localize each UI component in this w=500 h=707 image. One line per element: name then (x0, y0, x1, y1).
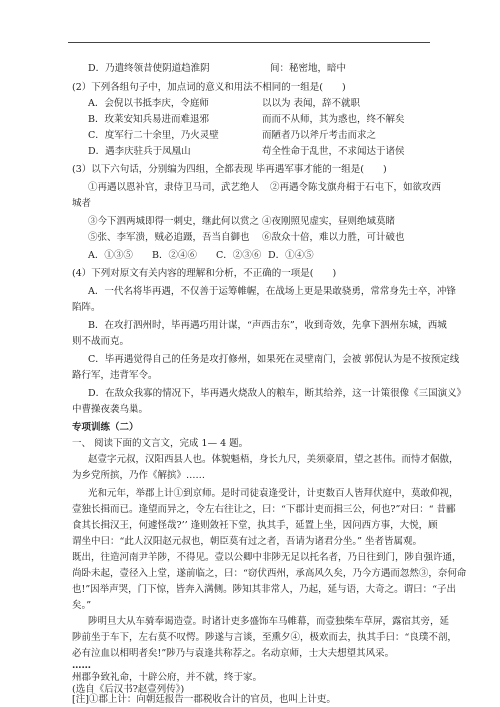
part1-para3-line4: 矣。” (72, 600, 92, 611)
part1-para4-line3: 必有泣血以相明者矣!”陟乃与袁逢共称荐之。名动京师，士大夫想望其风采。 (72, 648, 395, 659)
part1-source: (选自《后汉书?赵壹列传》) (72, 684, 185, 695)
q4-option-c-line2: 路行军，违背军令。 (72, 370, 158, 381)
part1-para1-line2: 为乡党所摈，乃作《解摈》…… (72, 470, 206, 481)
q4-option-b-line2: 则不战而克。 (72, 336, 130, 347)
part1-para3-line1: 既出，往造河南尹羊陟，不得见。壹以公卿中非陟无足以托名者，乃日往到门，陟自强许通， (72, 552, 462, 563)
q3-item-5: ⑤张、李军溃，贼必追蹑，吾当自御也 (88, 232, 250, 243)
q3-item-4: ④夜刚照见虚实，昼则绝域莫睹 (262, 216, 396, 227)
q4-stem: (4）下列对原文有关内容的理解和分析，不正确的一项是( ) (72, 268, 337, 279)
part1-stem: 一、 阅读下面的文言文，完成 1— 4 题。 (72, 438, 249, 449)
part1-para2-line2: 壹独长揖而已。逢望而异之，令左右往让之，曰：“下郡计吏而揖三公，何也?”对曰：“ 昔郦 (72, 504, 456, 515)
q3-item-2-cont: 城者 (72, 198, 92, 209)
q2-option-c-right: 而陋者乃以斧斤考击而求之 (262, 130, 377, 141)
q2-option-b: B．玫莱安知兵易进而难退邪 (88, 114, 209, 125)
q2-option-c: C．度军行二十余里，乃火灵壁 (88, 130, 219, 141)
q2-option-d: D．遇李庆驻兵于凤凰山 (88, 146, 191, 157)
q3-stem: (3）以下六句话，分别编为四组，全都表现 毕再遇军事才能的一组是( ) (72, 164, 387, 175)
q1-option-d: D．乃遣终领昔使阴道趋淮阴 (88, 63, 210, 74)
q3-choice-a: A．①③⑤ (88, 250, 133, 261)
part1-para1-line1: 赵壹字元叔，汉阳西县人也。体貌魁梧，身长九尺，美须豪眉，望之甚伟。而恃才倨傲， (88, 454, 459, 465)
q3-item-1: ①再遇以恩补官，隶侍卫马司，武艺绝人 (88, 182, 260, 193)
q1-option-d-gloss: 间：秘密地，暗中 (270, 63, 347, 74)
q2-stem: (2）下列各组句子中，加点词的意义和用法不相同的一组是( ) (72, 82, 346, 93)
part1-ellipsis: …… (72, 660, 91, 671)
part1-para4-line2: 陟前坐于车下，左右莫不叹愕。陟遂与言谈，至熏夕④，极欢而去，执其手曰：“良璞不剖， (72, 632, 457, 643)
q4-option-d-line1: D．在敌众我寡的情况下，毕再遇火烧敌人的粮车，断其给养，这一计策很像《三国演义》 (88, 388, 467, 399)
q2-option-a-right: 以以为 表闻，辞不就职 (262, 98, 361, 109)
q3-item-6: ⑥敌众十倍，难以力胜，可计破也 (262, 232, 405, 243)
q3-choice-b: B．②④⑥ (152, 250, 197, 261)
q2-option-b-right: 而而不从师，其为惑也，终不解矣 (262, 114, 405, 125)
part1-para3-line3: 也!”因举声哭，门下惊，皆奔入满侧。陟知其非常人，乃起，延与语，大奇之。谓曰：“子出 (72, 584, 457, 595)
q2-option-a: A．会倪以书抵李庆，令庭师 (88, 98, 209, 109)
part1-para2-line3: 食其长揖汉王，何遽怪哉?’’ 逢则敛衽下堂，执其手，延置上坐，因问西方事，大悦，顾 (72, 520, 438, 531)
part1-para2-line4: 谓坐中曰：“此人汉阳赵元叔也，朝臣莫有过之者，吾请为诸君分坐。” 坐者皆属观。 (72, 536, 422, 547)
top-rule (68, 42, 430, 43)
q3-choice-c: C．②③⑥ (216, 250, 262, 261)
q4-option-a-line1: A．一代名将毕再遇，不仅善于运筹帷幄，在战场上更是果敢骁勇，常常身先士卒，冲锋 (88, 286, 456, 297)
part1-para3-line2: 尚卧未起，壹径入上堂，遂前临之，曰：“窃伏西州，承高风久矣，乃今方遇而忽然③，奈何命 (72, 568, 467, 579)
q4-option-d-line2: 中曹操夜袭乌巢。 (72, 404, 149, 415)
part1-note: [注]①郡上计：向朝廷报告一郡税收合计的官员，也叫上计吏。 (72, 694, 336, 705)
part1-para5: 州郡争致礼命，十辟公府，并不就，终于家。 (72, 672, 263, 683)
part1-para4-line1: 陟明旦大从车骑奉谒造壹。时诸计吏多盛饰车马帷幕，而壹独柴车草屏，露宿其旁，延 (88, 616, 450, 627)
q2-option-d-right: 苟全性命于乱世，不求闻达于诸侯 (262, 146, 405, 157)
q4-option-b-line1: B．在攻打泗州时，毕再遇巧用计谋，“声西击东”，收到奇效，先拿下泗州东城，西城 (88, 320, 447, 331)
q3-choice-d: D．①④⑤ (268, 250, 314, 261)
section-title: 专项训练（二） (72, 422, 139, 433)
q3-item-3: ③今下泗两城即得一刺史，继此何以赏之 (88, 216, 260, 227)
part1-para2-line1: 光和元年，举郡上计①到京师。是时司徒袁逢受计，计吏数百人皆拜伏庭中，莫敢仰视， (88, 488, 459, 499)
q3-item-2: ②再遇令陈戈旗舟楫于石屯下，如欲攻西 (270, 182, 442, 193)
q4-option-a-line2: 陷阵。 (72, 302, 101, 313)
q4-option-c-line1: C．毕再遇觉得自己的任务是攻打修州，如果死在灵壁南门，会被 郭倪认为是不按预定线 (88, 354, 460, 365)
